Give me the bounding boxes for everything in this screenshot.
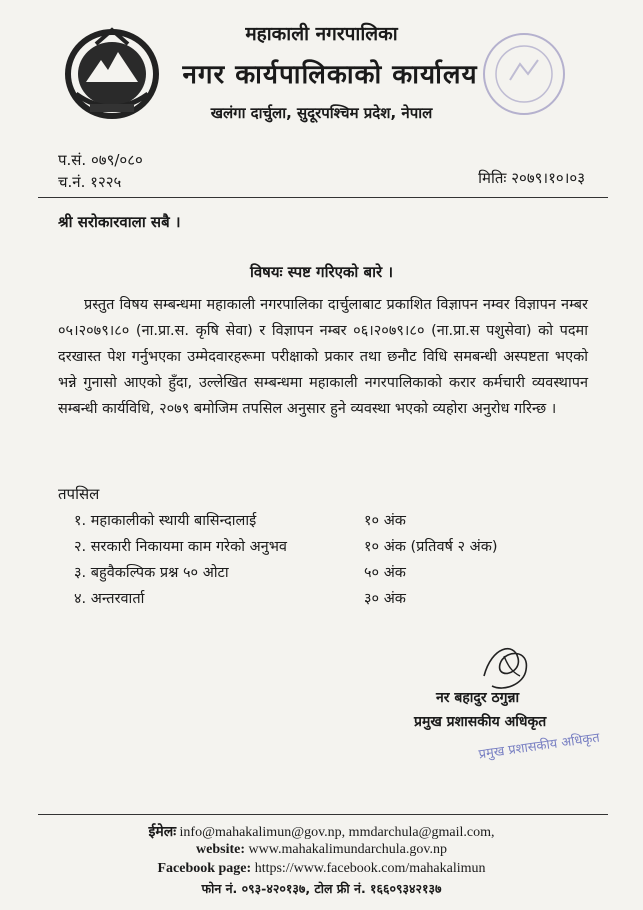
signatory-title: प्रमुख प्रशासकीय अधिकृत: [414, 714, 547, 730]
facebook-label: Facebook page:: [157, 861, 252, 876]
patra-sankhya: प.सं. ०७९/०८०: [58, 151, 143, 169]
email-value: info@mahakalimun@gov.np, mmdarchula@gmail.com,: [179, 825, 495, 840]
footer-phone: फोन नं. ०९३-४२०१३७, टोल फ्री नं. १६६०९३४२१३७: [201, 881, 442, 896]
office-address: खलंगा दार्चुला, सुदूरपश्चिम प्रदेश, नेपाल: [210, 104, 433, 122]
letter-date: मितिः २०७९।१०।०३: [478, 169, 585, 187]
website-value: www.mahakalimundarchula.gov.np: [248, 842, 447, 857]
chalani-number: च.नं. १२२५: [58, 173, 122, 191]
item-label: १. महाकालीको स्थायी बासिन्दालाई: [74, 513, 257, 529]
municipality-name: महाकाली नगरपालिका: [245, 23, 398, 45]
item-marks: १० अंक: [364, 513, 406, 529]
facebook-value: https://www.facebook.com/mahakalimun: [254, 861, 486, 876]
email-label: ईमेलः: [148, 825, 177, 840]
footer-divider: [38, 814, 608, 815]
signatory-name: नर बहादुर ठगुन्ना: [436, 690, 520, 706]
seal-stamp-text: प्रमुख प्रशासकीय अधिकृत: [477, 730, 601, 763]
item-label: ४. अन्तरवार्ता: [74, 591, 145, 607]
item-marks: ३० अंक: [364, 591, 406, 607]
footer-facebook: [0, 861, 643, 877]
body-paragraph: प्रस्तुत विषय सम्बन्धमा महाकाली नगरपालिका दार्चुलाबाट प्रकाशित विज्ञापन नम्वर विज्ञापन नम्बर ०५।२०७९।८० (ना.प्रा.स. कृषि सेवा) र विज्ञापन नम्बर ०६।२०७९।८० (ना.प्रा.स पशुसेवा) को पदमा दरखास्त पेश गर्नुभएका उम्मेदवारहरूमा परीक्षाको प्रकार तथा छनौट विधि समबन्धी अस्पष्टता भएको भन्ने गुनासो आएको हुँदा, उल्लेखित सम्बन्धमा महाकाली नगरपालिकाको करार कर्मचारी व्यवस्थापन सम्बन्धी कार्यविधि, २०७९ बमोजिम तपसिल अनुसार हुने व्यवस्था भएको व्यहोरा अनुरोध गरिन्छ ।: [58, 297, 588, 417]
subject-line: विषयः स्पष्ट गरिएको बारे ।: [249, 263, 394, 281]
item-marks: ५० अंक: [364, 565, 406, 581]
office-name: नगर कार्यपालिकाको कार्यालय: [182, 60, 478, 90]
item-label: २. सरकारी निकायमा काम गरेको अनुभव: [74, 539, 287, 555]
item-marks: १० अंक (प्रतिवर्ष २ अंक): [364, 539, 498, 555]
header-divider: [38, 197, 608, 198]
website-label: website:: [196, 842, 246, 857]
footer-email: [0, 822, 643, 841]
tapasil-heading: तपसिल: [58, 485, 100, 503]
addressee: श्री सरोकारवाला सबै ।: [58, 213, 181, 231]
letter-body: [58, 292, 588, 422]
footer-website: [0, 842, 643, 858]
item-label: ३. बहुवैकल्पिक प्रश्न ५० ओटा: [74, 565, 229, 581]
